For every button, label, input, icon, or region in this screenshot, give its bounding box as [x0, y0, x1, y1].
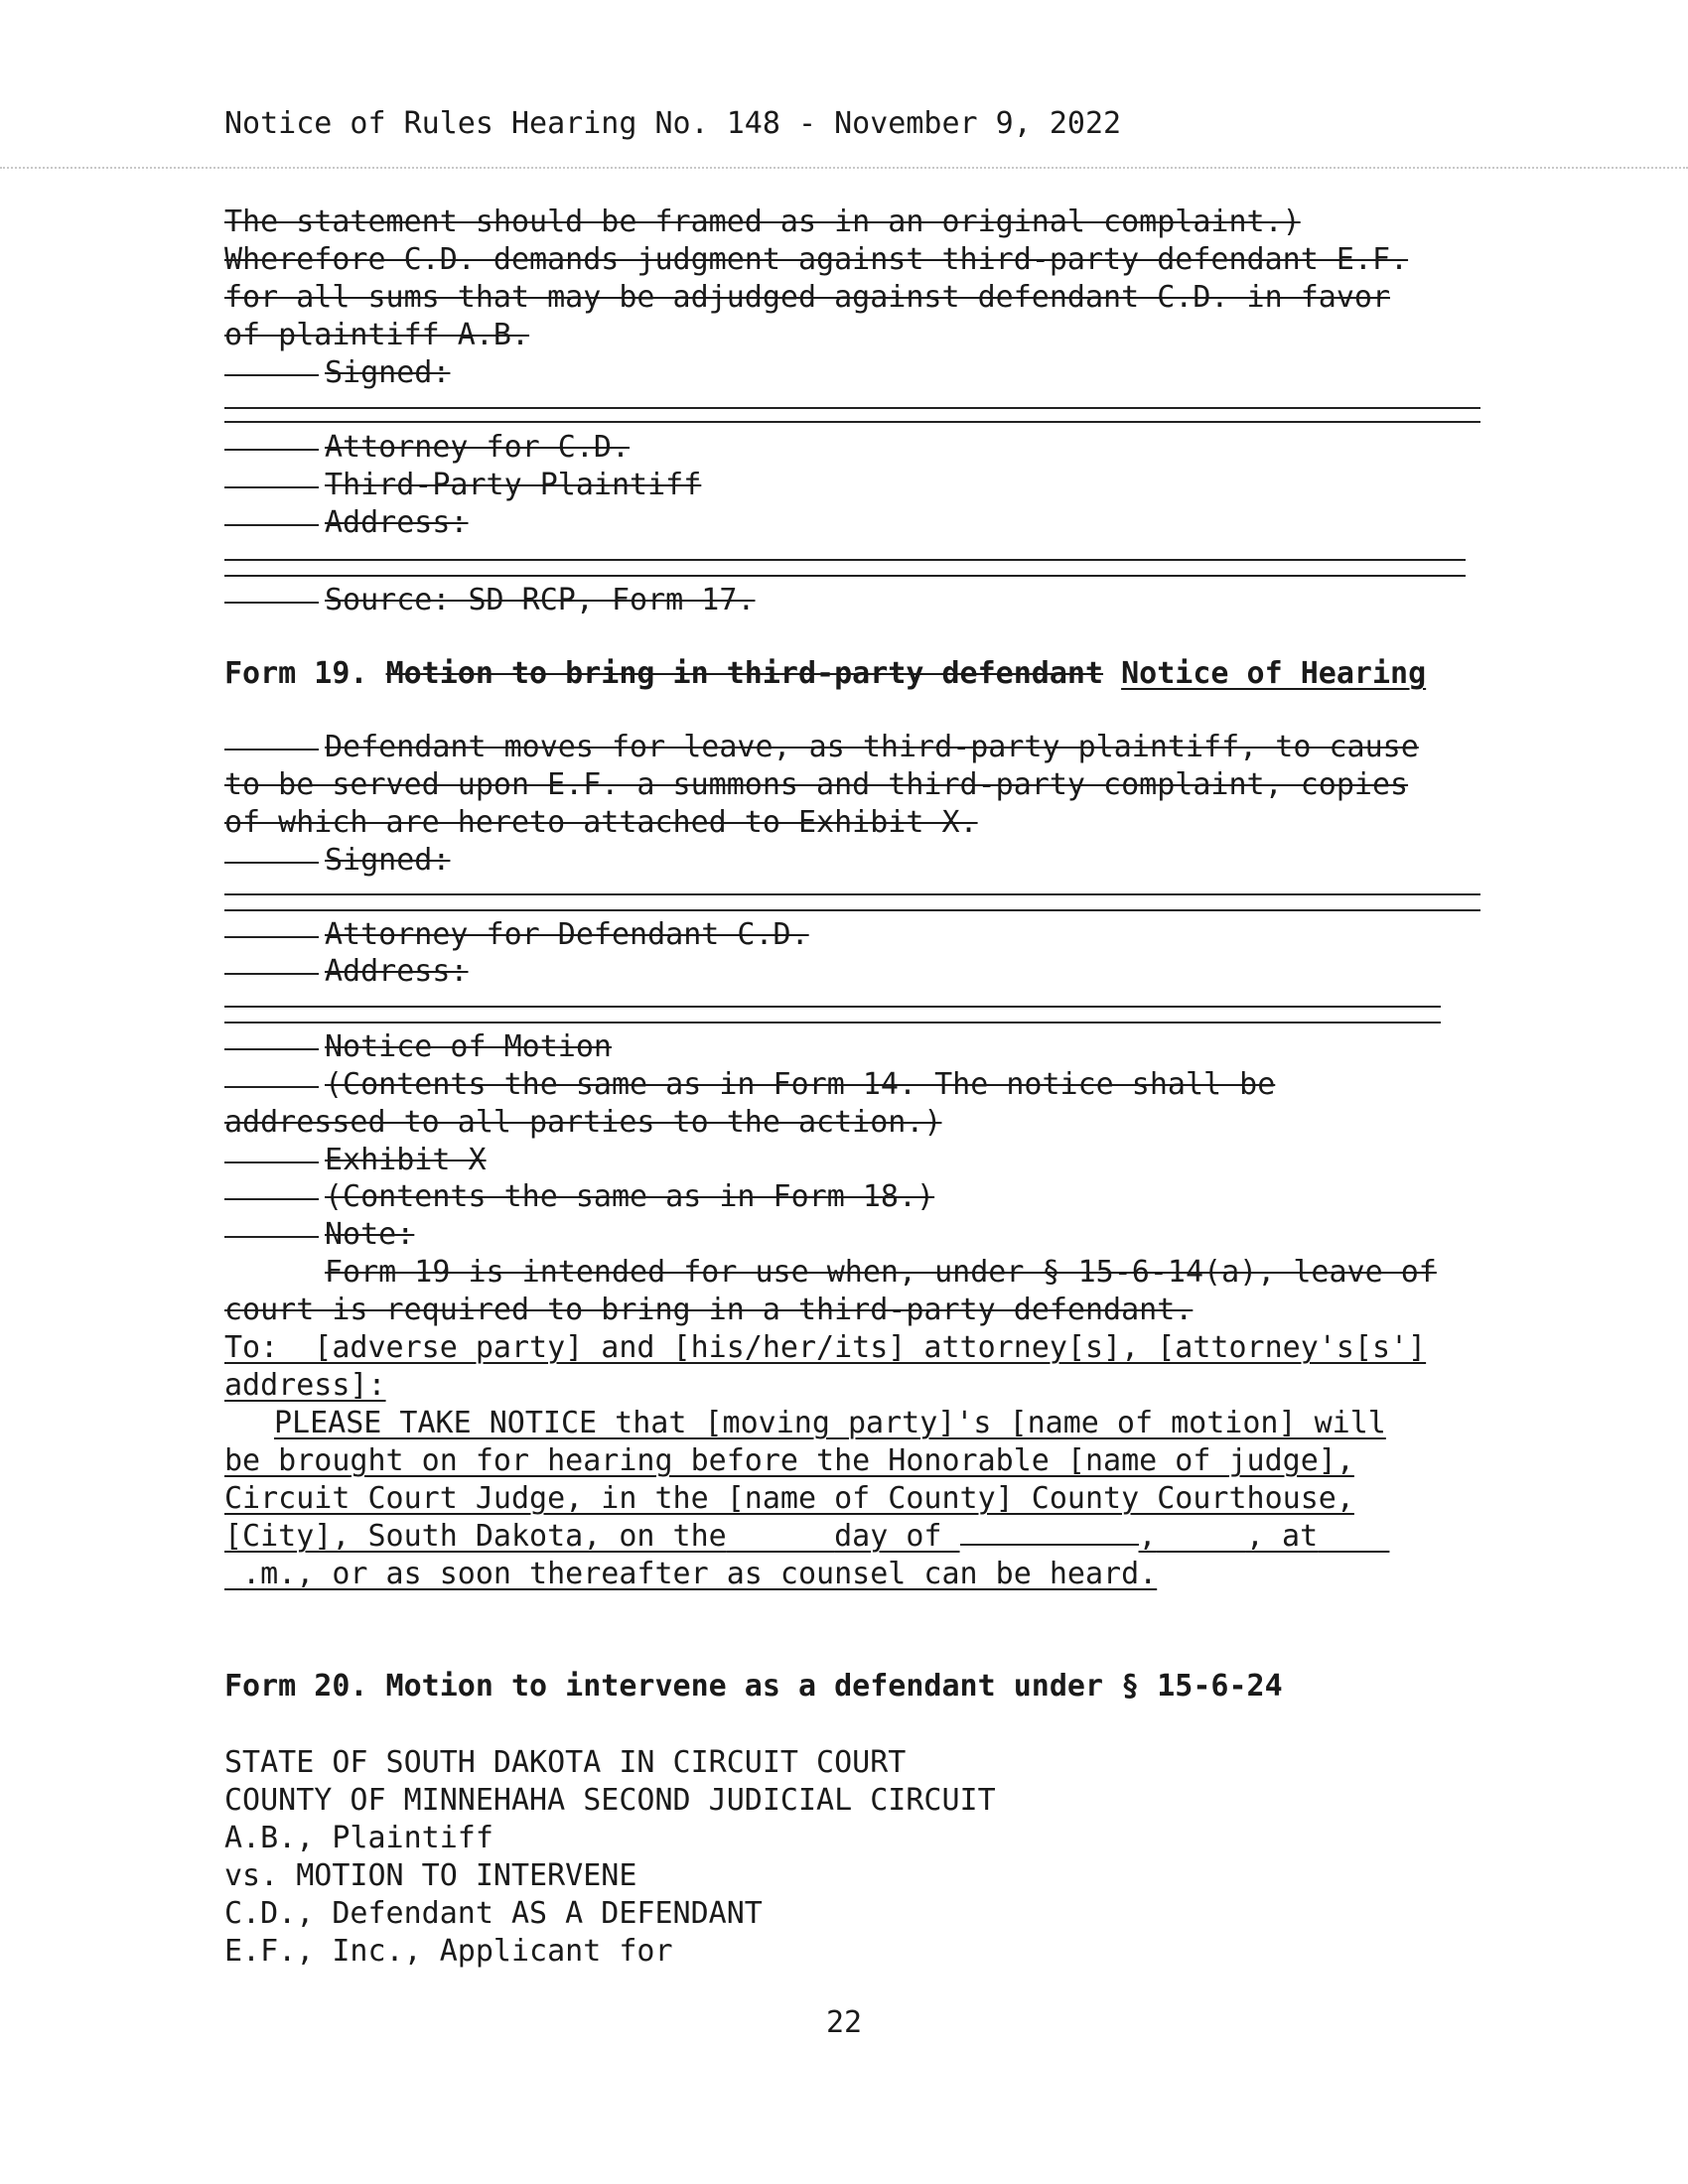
deleted-tab-mark: [224, 749, 319, 751]
inserted-text-segment: ,: [1138, 1519, 1157, 1554]
inserted-text-line: PLEASE TAKE NOTICE that [moving party]'s [name of motion] will: [274, 1406, 1386, 1440]
date-blank: [960, 1544, 1139, 1546]
inserted-text-segment: .m., or as soon thereafter as counsel can be heard.: [242, 1557, 1158, 1591]
deleted-tab-mark: [224, 602, 319, 604]
deleted-text-line: addressed to all parties to the action.): [224, 1105, 942, 1140]
signed-label: Signed:: [325, 355, 451, 390]
deleted-tab-mark: [224, 973, 319, 975]
deleted-tab-mark: [224, 1048, 319, 1050]
form-19-inserted-title: Notice of Hearing: [1121, 656, 1427, 691]
signature-line: [224, 407, 1480, 409]
address-line: [224, 575, 1466, 577]
signed-label: Signed:: [325, 843, 451, 878]
inserted-text-line: Circuit Court Judge, in the [name of County] County Courthouse,: [224, 1481, 1354, 1516]
deleted-tab-mark: [224, 449, 319, 451]
attorney-label: Attorney for C.D.: [325, 430, 631, 465]
caption-line: STATE OF SOUTH DAKOTA IN CIRCUIT COURT: [224, 1745, 907, 1780]
exhibit-label: Exhibit X: [325, 1143, 487, 1177]
address-label: Address:: [325, 954, 469, 989]
deleted-text-line: (Contents the same as in Form 18.): [325, 1179, 935, 1214]
deleted-tab-mark: [224, 486, 319, 488]
inserted-text-line: be brought on for hearing before the Honorable [name of judge],: [224, 1443, 1354, 1478]
deleted-text-line: Defendant moves for leave, as third-party plaintiff, to cause: [325, 730, 1419, 764]
deleted-text-line: The statement should be framed as in an original complaint.): [224, 205, 1301, 239]
notice-of-motion-label: Notice of Motion: [325, 1029, 612, 1064]
address-line: [224, 559, 1466, 561]
page-header-title: Notice of Rules Hearing No. 148 - November 9, 2022: [224, 106, 1122, 141]
form-19-label: Form 19.: [224, 656, 368, 691]
deleted-text-line: for all sums that may be adjudged against defendant C.D. in favor: [224, 280, 1390, 315]
caption-line: COUNTY OF MINNEHAHA SECOND JUDICIAL CIRCUIT: [224, 1783, 996, 1818]
deleted-tab-mark: [224, 524, 319, 526]
deleted-tab-mark: [224, 862, 319, 864]
deleted-text-line: Wherefore C.D. demands judgment against third-party defendant E.F.: [224, 242, 1409, 277]
form-20-heading: Form 20. Motion to intervene as a defendant under § 15-6-24: [224, 1669, 1283, 1704]
caption-line: A.B., Plaintiff: [224, 1821, 493, 1855]
caption-line: vs. MOTION TO INTERVENE: [224, 1858, 637, 1893]
form-19-deleted-title: Motion to bring in third-party defendant: [385, 656, 1104, 691]
deleted-text-line: (Contents the same as in Form 14. The notice shall be: [325, 1067, 1276, 1102]
inserted-text-line: [224, 1518, 1389, 1556]
deleted-text-line: court is required to bring in a third-party defendant.: [224, 1293, 1194, 1327]
scan-artifact-line: [0, 167, 1688, 169]
address-line: [224, 1022, 1441, 1024]
caption-line: E.F., Inc., Applicant for: [224, 1934, 673, 1969]
inserted-text-line: address]:: [224, 1368, 386, 1403]
inserted-text-line: To: [adverse party] and [his/her/its] attorney[s], [attorney's[s']: [224, 1330, 1427, 1365]
deleted-tab-mark: [224, 1236, 319, 1238]
deleted-tab-mark: [224, 1086, 319, 1088]
signature-line: [224, 909, 1480, 911]
deleted-text-line: of which are hereto attached to Exhibit X.: [224, 805, 978, 840]
signature-line: [224, 893, 1480, 895]
deleted-tab-mark: [224, 374, 319, 376]
deleted-text-line: to be served upon E.F. a summons and third-party complaint, copies: [224, 767, 1409, 802]
third-party-label: Third-Party Plaintiff: [325, 468, 702, 502]
form-19-heading: [224, 655, 1426, 693]
inserted-text-line: [224, 1556, 1157, 1593]
attorney-label: Attorney for Defendant C.D.: [325, 917, 809, 952]
caption-line: C.D., Defendant AS A DEFENDANT: [224, 1896, 763, 1931]
page-number: 22: [825, 2005, 863, 2040]
inserted-text-segment: [City], South Dakota, on the: [224, 1519, 727, 1554]
deleted-text-line: of plaintiff A.B.: [224, 318, 530, 352]
address-label: Address:: [325, 505, 469, 540]
deleted-text-line: Form 19 is intended for use when, under § 15-6-14(a), leave of: [325, 1255, 1437, 1290]
deleted-tab-mark: [224, 1161, 319, 1163]
inserted-text-segment: day of: [834, 1519, 942, 1554]
deleted-tab-mark: [224, 1198, 319, 1200]
note-label: Note:: [325, 1217, 415, 1252]
source-note: Source: SD RCP, Form 17.: [325, 583, 756, 617]
address-line: [224, 1006, 1441, 1008]
signature-line: [224, 421, 1480, 423]
inserted-text-segment: , at: [1245, 1519, 1319, 1554]
deleted-tab-mark: [224, 936, 319, 938]
